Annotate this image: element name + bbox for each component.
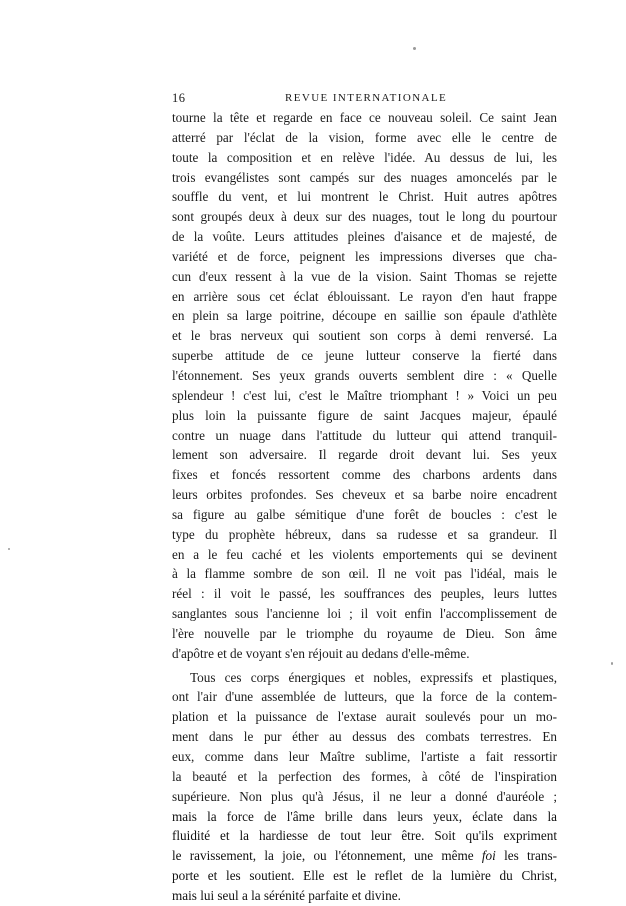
page-header	[172, 91, 557, 107]
text-line: souffle du vent, et lui montrent le Christ. Huit autres apôtres	[172, 189, 557, 205]
paragraph	[172, 108, 557, 664]
print-speck	[8, 548, 10, 550]
text-line: atterré par l'éclat de la vision, forme avec elle le centre de	[172, 129, 557, 145]
line-text: le ravissement, la joie, ou l'étonnement, une même	[172, 848, 474, 864]
text-line: eux, comme dans leur Maître sublime, l'artiste a fait ressortir	[172, 749, 557, 764]
text-line: fluidité et la hardiesse de tout leur être. Soit qu'ils expriment	[172, 828, 557, 844]
text-line: lement son adversaire. Il regarde droit devant lui. Ses yeux	[172, 447, 557, 463]
text-line: réel : il voit le passé, les souffrances des peuples, leurs luttes	[172, 586, 557, 602]
text-line: Tous ces corps énergiques et nobles, expressifs et plastiques,	[190, 669, 557, 685]
text-line: cun d'eux ressent à la vue de la vision. Saint Thomas se rejette	[172, 268, 557, 284]
text-line: mais lui seul a la sérénité parfaite et divine.	[172, 887, 401, 903]
text-line: superbe attitude de ce jeune lutteur conserve la fierté dans	[172, 348, 557, 364]
text-line: variété et de force, peignent les impressions diverses que cha-	[172, 248, 557, 264]
print-speck	[611, 662, 613, 665]
text-line	[172, 846, 557, 866]
text-line: fixes et foncés ressortent comme des charbons ardents dans	[172, 467, 557, 483]
text-line: plation et la puissance de l'extase aurait soulevés pour un mo-	[172, 709, 557, 725]
paragraph	[172, 668, 557, 906]
body-text	[172, 108, 557, 906]
text-line: à la flamme sombre de son œil. Il ne voit pas l'idéal, mais le	[172, 566, 557, 582]
running-title: REVUE INTERNATIONALE	[285, 92, 448, 104]
text-line: tourne la tête et regarde en face ce nouveau soleil. Ce saint Jean	[172, 110, 557, 125]
text-line: d'apôtre et de voyant s'en réjouit au dedans d'elle-même.	[172, 645, 470, 661]
text-line: type du prophète hébreux, dans sa rudesse et sa grandeur. Il	[172, 526, 557, 542]
line-text: les trans-	[504, 848, 557, 864]
text-line: en a le feu caché et les violents emportements qui se devinent	[172, 546, 557, 562]
text-line: toute la composition et en relève l'idée. Au dessus de lui, les	[172, 149, 557, 165]
page-number: 16	[172, 91, 186, 105]
text-line: l'étonnement. Ses yeux grands ouverts semblent dire : « Quelle	[172, 367, 557, 383]
text-line: contre un nuage dans l'attitude du lutteur qui attend tranquil-	[172, 427, 557, 443]
print-speck	[413, 47, 416, 50]
text-line: sa figure au galbe sémitique d'une forêt de boucles : c'est le	[172, 506, 557, 522]
text-line: l'ère nouvelle par le triomphe du royaume de Dieu. Son âme	[172, 625, 557, 641]
text-line: trois evangélistes sont campés sur des nuages amoncelés par le	[172, 169, 557, 185]
text-line: porte et les soutient. Elle est le reflet de la lumière du Christ,	[172, 868, 557, 884]
text-line: de la voûte. Leurs attitudes pleines d'aisance et de majesté, de	[172, 229, 557, 245]
text-line: ont l'air d'une assemblée de lutteurs, que la force de la contem-	[172, 689, 557, 705]
text-line: splendeur ! c'est lui, c'est le Maître triomphant ! » Voici un peu	[172, 387, 557, 403]
text-line: supérieure. Non plus qu'à Jésus, il ne leur a donné d'auréole ;	[172, 788, 557, 804]
text-line: mais la force de l'âme brille dans leurs yeux, éclate dans la	[172, 808, 557, 824]
text-line: leurs orbites profondes. Ses cheveux et sa barbe noire encadrent	[172, 487, 557, 503]
text-line: sont groupés deux à deux sur des nuages, tout le long du pourtour	[172, 209, 557, 225]
text-line: plus loin la puissante figure de saint Jacques majeur, épaulé	[172, 407, 557, 423]
text-line: ment dans le pur éther au dessus des combats terrestres. En	[172, 729, 557, 745]
text-line: sanglantes sous l'ancienne loi ; il voit enfin l'accomplissement de	[172, 606, 557, 622]
text-line: la beauté et la perfection des formes, à côté de l'inspiration	[172, 768, 557, 784]
text-line: en arrière sous cet éclat éblouissant. Le rayon d'en haut frappe	[172, 288, 557, 304]
italic-word: foi	[481, 848, 496, 864]
text-line: en plein sa large poitrine, découpe en saillie son épaule d'athlète	[172, 308, 557, 324]
text-line: et le bras nerveux qui soutient son corps à demi renversé. La	[172, 328, 557, 344]
